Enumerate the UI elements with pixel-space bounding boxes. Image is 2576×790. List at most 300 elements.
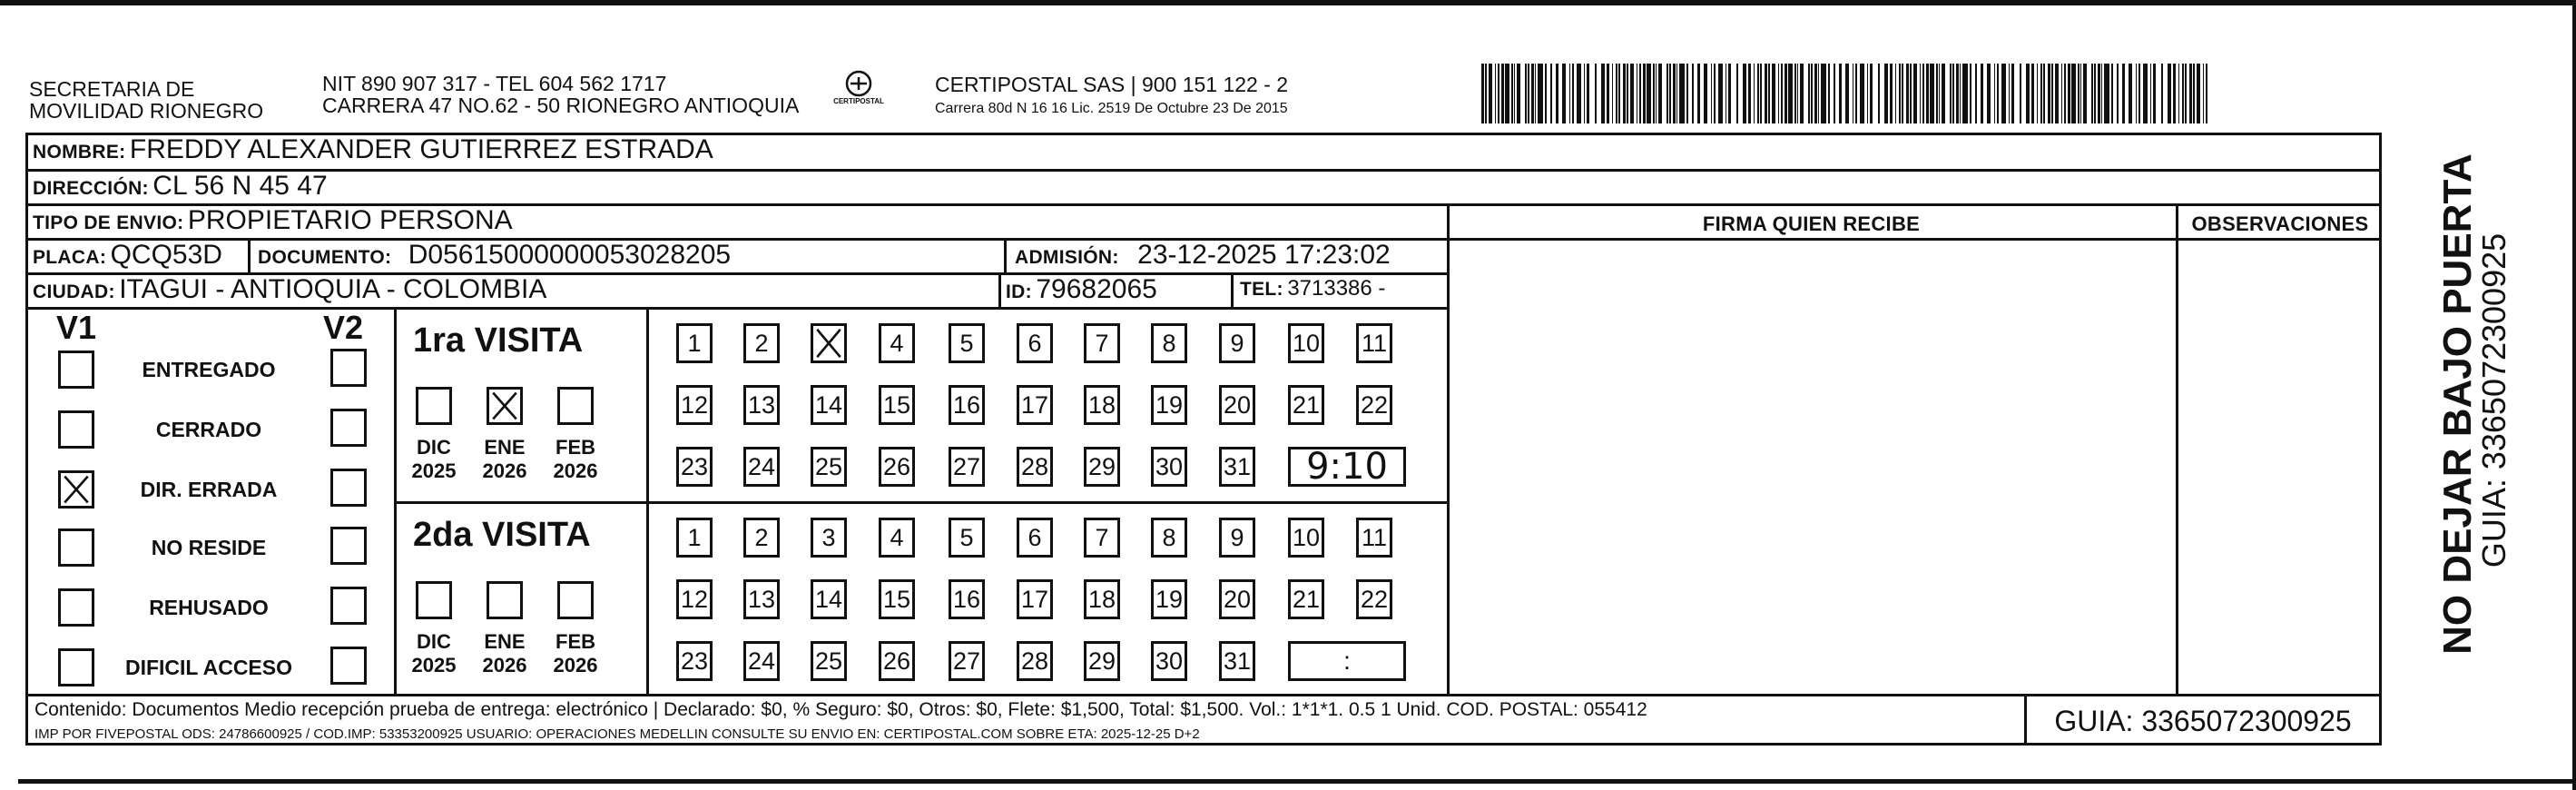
day-box[interactable]: 2 (743, 518, 780, 558)
barcode-bar (1550, 64, 1552, 123)
time-box[interactable]: 9:10 (1288, 447, 1406, 487)
col-divider (1004, 238, 1007, 272)
day-box[interactable]: 2 (743, 323, 780, 363)
day-box[interactable]: 26 (879, 641, 915, 681)
nombre-row (33, 134, 713, 165)
visit-title: 2da VISITA (413, 516, 591, 554)
barcode-bar (1788, 64, 1793, 123)
side-text (2385, 153, 2576, 672)
barcode-bar (2117, 64, 2119, 123)
day-box[interactable]: 5 (949, 323, 985, 363)
v2-checkbox[interactable] (330, 647, 367, 685)
visit-divider (646, 307, 649, 694)
day-box[interactable]: 27 (949, 447, 985, 487)
barcode-bar (2136, 64, 2137, 123)
tipo-row (33, 205, 513, 236)
barcode-bar (2161, 64, 2163, 123)
month-name: FEB (556, 436, 595, 459)
barcode-bar (1818, 64, 1819, 123)
direccion-value: CL 56 N 45 47 (152, 171, 328, 201)
barcode-bar (1794, 64, 1796, 123)
barcode-bar (1834, 64, 1835, 123)
status-label: DIR. ERRADA (140, 478, 278, 501)
day-box[interactable]: 11 (1356, 518, 1392, 558)
month-year: 2026 (553, 459, 598, 482)
day-box[interactable]: 25 (811, 641, 847, 681)
barcode-bar (2048, 64, 2050, 123)
barcode-bar (2091, 64, 2093, 123)
admision-label: ADMISIÓN: (1015, 247, 1119, 268)
placa-label: PLACA: (33, 247, 107, 268)
barcode-bar (2080, 64, 2081, 123)
barcode-bar (1994, 64, 1995, 123)
barcode-bar (2104, 64, 2109, 123)
day-box[interactable]: 22 (1356, 579, 1392, 619)
barcode-bar (1562, 64, 1566, 123)
status-divider (394, 307, 397, 694)
month-label (407, 436, 461, 483)
barcode-bar (2078, 64, 2079, 123)
admision-cell (1015, 240, 1391, 271)
barcode-bar (1956, 64, 1959, 123)
barcode-bar (1607, 64, 1609, 123)
barcode-bar (1926, 64, 1929, 123)
barcode-bar (1676, 64, 1677, 123)
day-box[interactable]: 21 (1288, 579, 1324, 619)
month-label (407, 630, 461, 677)
day-box[interactable]: 7 (1084, 323, 1120, 363)
month-name: ENE (484, 630, 526, 653)
barcode-bar (1748, 64, 1751, 123)
v1-checkbox[interactable] (58, 351, 94, 389)
barcode-bar (1936, 64, 1938, 123)
barcode-bar (1673, 64, 1676, 123)
day-box[interactable]: 29 (1084, 447, 1120, 487)
observaciones-label: OBSERVACIONES (2191, 212, 2369, 235)
barcode-bar (1939, 64, 1940, 123)
barcode-bar (1639, 64, 1641, 123)
barcode-bar (1569, 64, 1570, 123)
license-line: Carrera 80d N 16 16 Lic. 2519 De Octubre 23 De 2015 (935, 101, 1288, 116)
barcode-bar (1495, 64, 1496, 123)
day-box[interactable] (811, 323, 847, 363)
barcode-bar (1952, 64, 1954, 123)
v1-checkbox[interactable] (58, 410, 94, 449)
barcode-bar (1485, 64, 1487, 123)
day-box[interactable]: 25 (811, 447, 847, 487)
month-year: 2025 (411, 459, 457, 482)
barcode-bar (1556, 64, 1558, 123)
v1-checkbox[interactable] (58, 588, 94, 627)
day-box[interactable]: 14 (811, 385, 847, 425)
barcode-bar (2203, 64, 2204, 123)
day-box[interactable]: 24 (743, 447, 780, 487)
day-box[interactable]: 29 (1084, 641, 1120, 681)
barcode-bar (1975, 64, 1977, 123)
barcode-bar (1987, 64, 1991, 123)
month-name: DIC (417, 630, 451, 653)
day-box[interactable]: 28 (1017, 641, 1053, 681)
barcode-bar (2098, 64, 2100, 123)
row-divider (25, 169, 2382, 172)
barcode-bar (2206, 64, 2207, 123)
month-checkbox[interactable] (557, 581, 594, 619)
day-box[interactable]: 16 (949, 579, 985, 619)
day-box[interactable]: 30 (1151, 447, 1187, 487)
certipostal-logo (824, 69, 893, 109)
barcode-bar (1811, 64, 1813, 123)
month-name: FEB (556, 630, 595, 653)
barcode (1481, 64, 2207, 123)
day-box[interactable]: 14 (811, 579, 847, 619)
barcode-bar (1814, 64, 1817, 123)
barcode-bar (1942, 64, 1945, 123)
col-divider (1231, 272, 1234, 307)
day-box[interactable]: 17 (1017, 385, 1053, 425)
placa-value: QCQ53D (110, 240, 222, 270)
barcode-bar (1517, 64, 1520, 123)
day-box[interactable]: 24 (743, 641, 780, 681)
status-label: ENTREGADO (142, 358, 276, 381)
day-box[interactable]: 22 (1356, 385, 1392, 425)
barcode-bar (1884, 64, 1888, 123)
no-dejar-bajo-puerta: NO DEJAR BAJO PUERTA (2435, 153, 2480, 655)
barcode-bar (1577, 64, 1581, 123)
v1-checkbox[interactable] (58, 528, 94, 567)
day-box[interactable]: 19 (1151, 385, 1187, 425)
firma-area (1450, 241, 2176, 694)
org-line-1: SECRETARIA DE (29, 77, 195, 101)
day-box[interactable]: 6 (1017, 518, 1053, 558)
barcode-bar (2129, 64, 2132, 123)
v2-checkbox[interactable] (330, 469, 367, 507)
barcode-bar (1808, 64, 1810, 123)
tipo-label: TIPO DE ENVIO: (33, 212, 184, 233)
barcode-bar (1601, 64, 1605, 123)
status-label: CERRADO (155, 418, 262, 441)
month-checkbox[interactable] (416, 581, 452, 619)
barcode-bar (1785, 64, 1787, 123)
day-box[interactable]: 21 (1288, 385, 1324, 425)
barcode-bar (1800, 64, 1804, 123)
barcode-bar (1501, 64, 1504, 123)
month-label (477, 436, 532, 483)
barcode-bar (1962, 64, 1968, 123)
day-box[interactable]: 9 (1219, 518, 1255, 558)
day-box[interactable]: 8 (1151, 518, 1187, 558)
barcode-bar (1867, 64, 1868, 123)
barcode-bar (1528, 64, 1529, 123)
nombre-label: NOMBRE: (33, 142, 126, 163)
barcode-bar (2026, 64, 2030, 123)
barcode-bar (2011, 64, 2014, 123)
barcode-bar (1498, 64, 1499, 123)
barcode-bar (1906, 64, 1909, 123)
address-line: CARRERA 47 NO.62 - 50 RIONEGRO ANTIOQUIA (322, 94, 800, 117)
id-cell (1006, 274, 1157, 305)
day-box[interactable]: 13 (743, 385, 780, 425)
barcode-bar (2083, 64, 2087, 123)
day-box[interactable]: 3 (811, 518, 847, 558)
id-label: ID: (1006, 281, 1032, 302)
month-checkbox[interactable] (557, 387, 594, 425)
barcode-bar (1531, 64, 1534, 123)
day-box[interactable]: 20 (1219, 385, 1255, 425)
barcode-bar (1525, 64, 1527, 123)
barcode-bar (1839, 64, 1842, 123)
nit-line: NIT 890 907 317 - TEL 604 562 1717 (322, 72, 667, 95)
barcode-bar (1489, 64, 1492, 123)
barcode-bar (1669, 64, 1671, 123)
barcode-bar (1922, 64, 1924, 123)
barcode-bar (1754, 64, 1755, 123)
day-box[interactable]: 5 (949, 518, 985, 558)
month-checkbox[interactable] (487, 387, 523, 425)
barcode-bar (1584, 64, 1585, 123)
barcode-bar (1630, 64, 1634, 123)
company-line: CERTIPOSTAL SAS | 900 151 122 - 2 (935, 73, 1289, 96)
month-name: DIC (417, 436, 451, 459)
status-label: REHUSADO (149, 596, 269, 619)
barcode-bar (2150, 64, 2151, 123)
barcode-bar (2071, 64, 2076, 123)
barcode-bar (1981, 64, 1983, 123)
x-mark-icon (489, 390, 520, 422)
barcode-bar (1572, 64, 1574, 123)
barcode-bar (2197, 64, 2200, 123)
barcode-bar (1860, 64, 1864, 123)
barcode-bar (1612, 64, 1613, 123)
barcode-bar (2193, 64, 2195, 123)
barcode-bar (1870, 64, 1873, 123)
day-box[interactable]: 4 (879, 323, 915, 363)
barcode-bar (1656, 64, 1657, 123)
ciudad-value: ITAGUI - ANTIOQUIA - COLOMBIA (119, 274, 547, 304)
barcode-bar (1679, 64, 1685, 123)
barcode-bar (1768, 64, 1770, 123)
visit-row-divider (394, 501, 1447, 504)
footer-imp-line: IMP POR FIVEPOSTAL ODS: 24786600925 / COD.IMP: 53353200925 USUARIO: OPERACIONES MEDELLIN CONSULTE SU ENVIO EN: CERTIPOSTAL.COM SOBRE ETA: 2025-12-25 D+2 (34, 726, 1200, 742)
ciudad-label: CIUDAD: (33, 281, 115, 302)
day-box[interactable]: 15 (879, 385, 915, 425)
admision-value: 23-12-2025 17:23:02 (1137, 240, 1391, 270)
barcode-bar (1714, 64, 1716, 123)
day-box[interactable]: 31 (1219, 447, 1255, 487)
direccion-label: DIRECCIÓN: (33, 178, 149, 199)
day-box[interactable]: 9 (1219, 323, 1255, 363)
barcode-bar (2061, 64, 2062, 123)
day-box[interactable]: 18 (1084, 385, 1120, 425)
barcode-bar (1890, 64, 1893, 123)
day-box[interactable]: 12 (676, 385, 713, 425)
day-box[interactable]: 26 (879, 447, 915, 487)
barcode-bar (1828, 64, 1830, 123)
barcode-bar (2068, 64, 2070, 123)
barcode-bar (2185, 64, 2187, 123)
org-line-2: MOVILIDAD RIONEGRO (29, 99, 264, 123)
logo-text: CERTIPOSTAL (833, 97, 884, 105)
barcode-bar (1895, 64, 1896, 123)
nit-block (322, 73, 799, 116)
barcode-bar (1902, 64, 1903, 123)
barcode-bar (1505, 64, 1509, 123)
day-box[interactable]: 11 (1356, 323, 1392, 363)
barcode-bar (1545, 64, 1547, 123)
month-name: ENE (484, 436, 526, 459)
barcode-bar (1647, 64, 1651, 123)
barcode-bar (1692, 64, 1694, 123)
month-label (477, 630, 532, 677)
barcode-bar (1736, 64, 1738, 123)
barcode-bar (2111, 64, 2113, 123)
barcode-bar (1643, 64, 1646, 123)
day-box[interactable]: 30 (1151, 641, 1187, 681)
day-box[interactable]: 31 (1219, 641, 1255, 681)
barcode-bar (1950, 64, 1952, 123)
day-box[interactable]: 27 (949, 641, 985, 681)
barcode-bar (1772, 64, 1775, 123)
day-box[interactable]: 19 (1151, 579, 1187, 619)
day-box[interactable]: 1 (676, 323, 713, 363)
barcode-bar (1930, 64, 1934, 123)
day-box[interactable]: 1 (676, 518, 713, 558)
barcode-bar (2055, 64, 2059, 123)
company-block (935, 73, 1288, 117)
v2-checkbox[interactable] (330, 409, 367, 447)
barcode-bar (1481, 64, 1484, 123)
barcode-bar (2101, 64, 2102, 123)
barcode-bar (1778, 64, 1779, 123)
visit-title: 1ra VISITA (413, 321, 584, 360)
documento-label: DOCUMENTO: (258, 247, 392, 268)
barcode-bar (1913, 64, 1917, 123)
v1-header: V1 (56, 309, 97, 346)
barcode-bar (1997, 64, 1999, 123)
scan-border-top (0, 0, 2576, 5)
month-label (548, 630, 603, 677)
month-year: 2026 (482, 654, 527, 676)
col-divider (248, 238, 251, 272)
barcode-bar (1514, 64, 1515, 123)
firma-label: FIRMA QUIEN RECIBE (1702, 212, 1921, 235)
barcode-bar (1910, 64, 1912, 123)
barcode-bar (2153, 64, 2156, 123)
documento-value: D05615000000053028205 (408, 240, 732, 270)
month-year: 2026 (553, 654, 598, 676)
barcode-bar (2020, 64, 2021, 123)
v2-checkbox[interactable] (330, 349, 367, 387)
month-checkbox[interactable] (416, 387, 452, 425)
barcode-bar (1667, 64, 1668, 123)
time-box[interactable]: : (1288, 641, 1406, 681)
barcode-bar (2178, 64, 2179, 123)
day-box[interactable]: 18 (1084, 579, 1120, 619)
barcode-bar (1821, 64, 1826, 123)
v1-checkbox[interactable] (58, 648, 94, 686)
barcode-bar (1878, 64, 1880, 123)
day-box[interactable]: 17 (1017, 579, 1053, 619)
barcode-bar (1627, 64, 1628, 123)
barcode-bar (2122, 64, 2125, 123)
status-label: NO RESIDE (151, 536, 267, 559)
barcode-bar (2168, 64, 2171, 123)
barcode-bar (2040, 64, 2042, 123)
barcode-bar (2173, 64, 2176, 123)
barcode-bar (1623, 64, 1626, 123)
barcode-bar (1658, 64, 1662, 123)
side-guia: GUIA: 3365072300925 (2475, 232, 2512, 568)
barcode-bar (1535, 64, 1536, 123)
barcode-bar (1855, 64, 1857, 123)
footer-divider (25, 694, 2382, 696)
barcode-bar (1760, 64, 1762, 123)
barcode-bar (1757, 64, 1759, 123)
month-year: 2026 (482, 459, 527, 482)
day-box[interactable]: 23 (676, 447, 713, 487)
barcode-bar (1845, 64, 1849, 123)
v1-checkbox[interactable] (58, 470, 94, 509)
barcode-bar (2064, 64, 2066, 123)
direccion-row (33, 171, 328, 202)
month-year: 2025 (411, 654, 457, 676)
barcode-bar (1920, 64, 1921, 123)
barcode-bar (1728, 64, 1731, 123)
barcode-bar (2043, 64, 2045, 123)
id-value: 79682065 (1036, 274, 1157, 304)
row-divider (25, 307, 1447, 310)
day-box[interactable]: 23 (676, 641, 713, 681)
col-divider (2176, 203, 2178, 694)
org-name (29, 78, 263, 122)
day-box[interactable]: 15 (879, 579, 915, 619)
barcode-bar (1618, 64, 1620, 123)
day-box[interactable]: 8 (1151, 323, 1187, 363)
barcode-bar (1538, 64, 1543, 123)
day-box[interactable]: 10 (1288, 518, 1324, 558)
v2-checkbox[interactable] (330, 527, 367, 565)
footer-guia: GUIA: 3365072300925 (2054, 705, 2352, 737)
barcode-bar (1797, 64, 1798, 123)
col-divider (998, 272, 1001, 307)
tel-cell (1240, 276, 1385, 301)
x-mark-icon (61, 473, 92, 506)
day-box[interactable]: 7 (1084, 518, 1120, 558)
scan-border-bottom (18, 779, 2576, 784)
tel-value: 3713386 - (1287, 276, 1386, 301)
barcode-bar (1765, 64, 1767, 123)
day-box[interactable]: 20 (1219, 579, 1255, 619)
day-box[interactable]: 12 (676, 579, 713, 619)
day-box[interactable]: 28 (1017, 447, 1053, 487)
day-box[interactable]: 4 (879, 518, 915, 558)
day-box[interactable]: 10 (1288, 323, 1324, 363)
v2-header: V2 (323, 309, 364, 346)
barcode-bar (1718, 64, 1723, 123)
barcode-bar (1616, 64, 1617, 123)
barcode-bar (2182, 64, 2184, 123)
day-box[interactable]: 13 (743, 579, 780, 619)
barcode-bar (1781, 64, 1783, 123)
barcode-bar (1511, 64, 1513, 123)
day-box[interactable]: 6 (1017, 323, 1053, 363)
barcode-bar (2189, 64, 2192, 123)
barcode-bar (1899, 64, 1901, 123)
month-checkbox[interactable] (487, 581, 523, 619)
footer-contenido: Contenido: Documentos Medio recepción prueba de entrega: electrónico | Declarado: $0, % Seguro: $0, Otros: $0, Flete: $1,500, Total: $1,500. Vol.: 1*1*1. 0.5 1 Unid. COD. POSTAL: 055412 (34, 699, 1647, 720)
day-box[interactable]: 16 (949, 385, 985, 425)
tipo-value: PROPIETARIO PERSONA (187, 205, 513, 235)
v2-checkbox[interactable] (330, 587, 367, 625)
